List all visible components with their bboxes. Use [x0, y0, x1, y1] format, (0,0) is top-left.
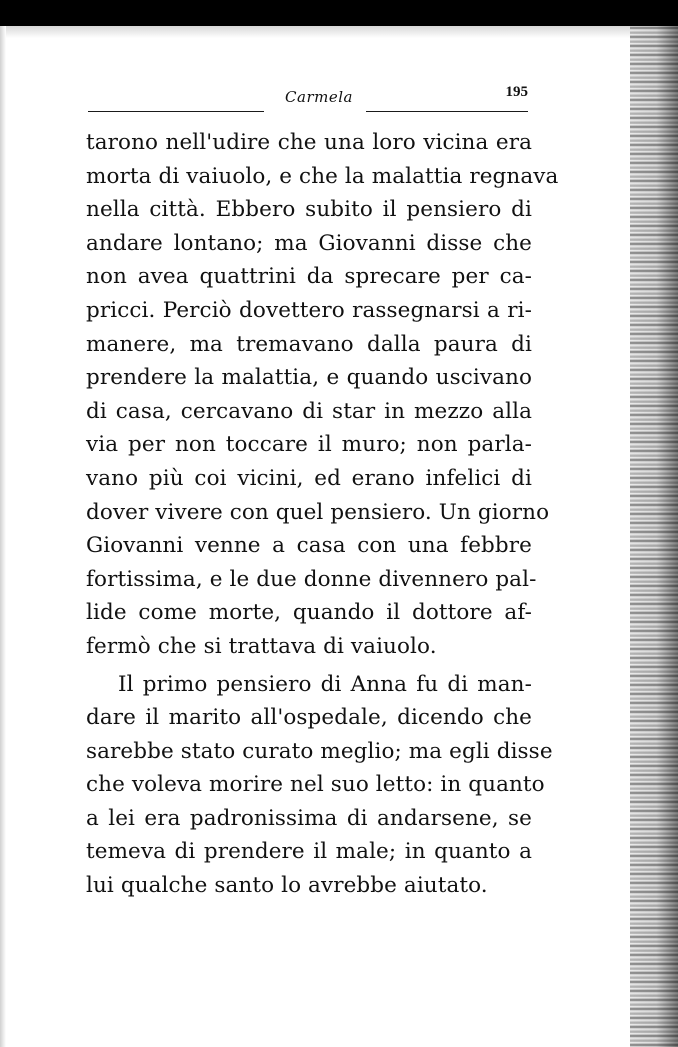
text-line: non avea quattrini da sprecare per ca- [86, 264, 532, 290]
header-rule-right [366, 111, 528, 112]
page-number: 195 [505, 84, 528, 100]
text-line: sarebbe stato curato meglio; ma egli disse [86, 738, 553, 764]
scan-right-edge [630, 26, 678, 1047]
text-line: che voleva morire nel suo letto: in quanto [86, 772, 545, 798]
body-text [86, 126, 559, 903]
text-line: fortissima, e le due donne divennero pal- [86, 566, 537, 592]
text-line: prendere la malattia, e quando uscivano [86, 365, 532, 391]
text-line: manere, ma tremavano dalla paura di [86, 331, 532, 357]
text-line: via per non toccare il muro; non parla- [86, 432, 532, 458]
scan-left-edge [0, 26, 6, 1047]
text-line: nella città. Ebbero subito il pensiero di [86, 197, 532, 223]
text-line: pricci. Perciò dovettero rassegnarsi a ri- [86, 297, 532, 323]
text-line: lide come morte, quando il dottore af- [86, 600, 532, 626]
text-line: dover vivere con quel pensiero. Un giorno [86, 499, 550, 525]
text-line: Giovanni venne a casa con una febbre [86, 533, 532, 559]
text-line: lui qualche santo lo avrebbe aiutato. [86, 873, 488, 899]
text-line: temeva di prendere il male; in quanto a [86, 839, 532, 865]
page-header [88, 82, 528, 116]
text-line: di casa, cercavano di star in mezzo alla [86, 398, 532, 424]
text-line: vano più coi vicini, ed erano infelici di [86, 465, 532, 491]
paragraph-2 [86, 668, 553, 903]
scan-top-shadow [0, 26, 678, 38]
text-line: morta di vaiuolo, e che la malattia regnava [86, 163, 559, 189]
text-line: tarono nell'udire che una loro vicina era [86, 130, 532, 155]
paragraph-1 [86, 126, 559, 664]
header-rule-left [88, 111, 264, 112]
scan-top-border [0, 0, 678, 26]
text-line: a lei era padronissima di andarsene, se [86, 805, 532, 831]
running-title: Carmela [285, 88, 353, 106]
text-line: Il primo pensiero di Anna fu di man- [118, 671, 532, 697]
text-line: andare lontano; ma Giovanni disse che [86, 230, 532, 256]
text-line: dare il marito all'ospedale, dicendo che [86, 705, 532, 731]
text-line: fermò che si trattava di vaiuolo. [86, 633, 437, 659]
